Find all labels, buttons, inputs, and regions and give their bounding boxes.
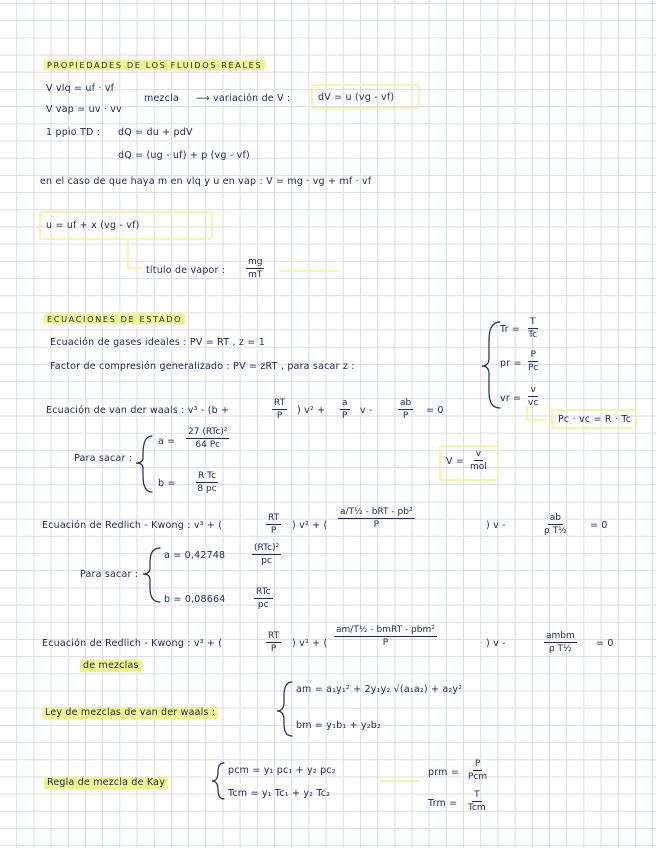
frac-vdw-a-const [186, 428, 229, 450]
eq-pcm: pcm = y₁ pc₁ + y₂ pc₂ [228, 765, 336, 776]
frac-titulo-vapor [246, 258, 264, 280]
frac-den: P [276, 411, 283, 421]
frac-den: P [402, 411, 409, 421]
frac-rkm-ab [544, 632, 577, 654]
eq-dq-1: dQ = du + pdV [118, 127, 193, 138]
frac-den: Tcm [468, 803, 486, 813]
frac-rk-a-const [252, 544, 281, 566]
frac-den: pc [257, 600, 269, 610]
frac-rk-rt [266, 514, 281, 536]
frac-rkm-big [334, 626, 437, 648]
kay-brace [212, 763, 224, 799]
rkm-mid: ) v² + ( [292, 638, 328, 649]
frac-num: RT [274, 398, 286, 408]
frac-num: a/T½ - bRT - pb² [340, 507, 413, 517]
label-titulo-vapor: título de vapor : [146, 265, 226, 276]
frac-den: mT [248, 270, 263, 280]
frac-vdw-ab [398, 399, 413, 421]
rk-brace [143, 548, 160, 602]
frac-num: mg [248, 257, 263, 267]
frac-num: ab [400, 398, 412, 408]
mixing-brace [277, 682, 292, 736]
label-prm: prm = [428, 767, 460, 778]
frac-den: pc [261, 556, 272, 566]
vdw-brace [136, 436, 152, 492]
label-a-eq: a = [158, 436, 176, 447]
frac-num: v [475, 449, 482, 459]
frac-vdw-b-const [196, 472, 218, 494]
frac-den: P [270, 526, 277, 536]
frac-num: P [474, 759, 481, 769]
frac-den: ρ T½ [544, 526, 567, 536]
rk-mid: ) v² + ( [292, 520, 328, 531]
rk-label: Ecuación de Redlich - Kwong : v³ + ( [42, 520, 223, 531]
frac-den: ρ T½ [548, 644, 572, 654]
frac-den: Pcm [468, 772, 488, 782]
frac-trm [468, 791, 486, 813]
label-primer-principio: 1 ppio TD : [46, 127, 101, 138]
label-rk-b: b = 0,08664 [164, 594, 226, 605]
frac-den: P [342, 411, 348, 421]
frac-den: P [373, 520, 379, 530]
rk-v: ) v - [486, 520, 506, 531]
frac-num: T [474, 790, 480, 800]
eq-pcvc: Pc · vc = R · Tc [558, 414, 632, 425]
frac-den: vc [528, 398, 539, 408]
vdw-v: v - [360, 405, 373, 416]
frac-num: P [530, 350, 536, 360]
eq-factor-compresion: Factor de compresión generalizado : PV = zRT , para sacar z : [50, 361, 355, 372]
frac-v-molar [470, 450, 487, 472]
label-trm: Trm = [428, 798, 458, 809]
frac-vr [528, 386, 538, 408]
eq-dv: dV = u (vg - vf) [318, 92, 395, 103]
label-para-sacar-vdw: Para sacar : [74, 453, 133, 464]
eq-gases-ideales: Ecuación de gases ideales : PV = RT , z = 1 [50, 337, 265, 348]
label-de-mezclas: de mezclas [80, 660, 142, 672]
section-title-ecuaciones: ECUACIONES DE ESTADO [44, 314, 185, 324]
label-ley-mezclas-vdw: Ley de mezclas de van der waals : [42, 707, 218, 719]
reduced-vars-brace [482, 322, 500, 408]
text-caso-mezcla: en el caso de que haya m en vlq y u en vap : V = mg · vg + mf · vf [40, 176, 372, 187]
frac-num: ab [549, 513, 562, 523]
frac-tr [528, 318, 538, 340]
label-para-sacar-rk: Para sacar : [80, 569, 139, 580]
label-regla-kay: Regla de mezcla de Kay [44, 777, 168, 789]
frac-num: a [342, 398, 348, 408]
frac-num: RT [268, 631, 280, 641]
vdw-mid: ) v² + [297, 405, 326, 416]
vdw-label: Ecuación de van der waals : v³ - (b + [46, 405, 230, 416]
section-title-propiedades: PROPIEDADES DE LOS FLUIDOS REALES [44, 60, 265, 70]
frac-num: (RTc)² [254, 543, 280, 553]
label-variacion: ⟶ variación de V : [196, 93, 291, 104]
frac-num: RTc [256, 587, 271, 597]
rkm-v: ) v - [486, 638, 506, 649]
frac-den: 8 pc [197, 484, 217, 494]
rkm-end: = 0 [596, 638, 614, 649]
frac-rk-ab [544, 514, 567, 536]
frac-num: v [530, 385, 536, 395]
eq-v-vapor: V vap = uv · vv [46, 104, 122, 115]
frac-num: 27 (RTc)² [188, 427, 228, 437]
eq-v-liquid: V vlq = uf · vf [46, 83, 115, 94]
frac-den: Pc [528, 363, 539, 373]
rkm-label: Ecuación de Redlich - Kwong : v³ + ( [42, 638, 223, 649]
frac-den: P [270, 644, 277, 654]
frac-rkm-rt [266, 632, 281, 654]
frac-num: am/T½ - bmRT - pbm² [336, 625, 435, 635]
label-pr: pr = [500, 358, 522, 369]
frac-den: 64 Pc [195, 440, 221, 450]
label-rk-a: a = 0,42748 [164, 550, 226, 561]
eq-quality: u = uf + x (vg - vf) [46, 220, 140, 231]
rk-end: = 0 [590, 520, 608, 531]
quality-connector [128, 240, 142, 268]
frac-vdw-a [340, 399, 350, 421]
vdw-end: = 0 [426, 405, 444, 416]
frac-rk-b-const [254, 588, 273, 610]
frac-num: RT [268, 513, 280, 523]
frac-den: mol [470, 462, 487, 472]
frac-num: ambm [546, 631, 575, 641]
eq-bm: bm = y₁b₁ + y₂b₂ [296, 720, 382, 731]
frac-prm [468, 760, 487, 782]
frac-num: T [530, 317, 536, 327]
eq-tcm: Tcm = y₁ Tc₁ + y₂ Tc₂ [228, 788, 331, 799]
frac-num: R Tc [198, 471, 217, 481]
label-v-molar: V = [446, 456, 465, 467]
frac-den: Tc [528, 330, 538, 340]
frac-den: P [382, 638, 389, 648]
label-tr: Tr = [500, 324, 521, 335]
frac-vdw-rt [272, 399, 287, 421]
label-mezcla: mezcla [144, 93, 179, 104]
eq-am: am = a₁y₁² + 2y₁y₂ √(a₁a₂) + a₂y² [296, 684, 463, 695]
label-b-eq: b = [158, 478, 176, 489]
frac-rk-big [338, 508, 415, 530]
eq-dq-2: dQ = (ug - uf) + p (vg - vf) [118, 150, 250, 161]
label-vr: vr = [500, 393, 522, 404]
frac-pr [528, 351, 538, 373]
